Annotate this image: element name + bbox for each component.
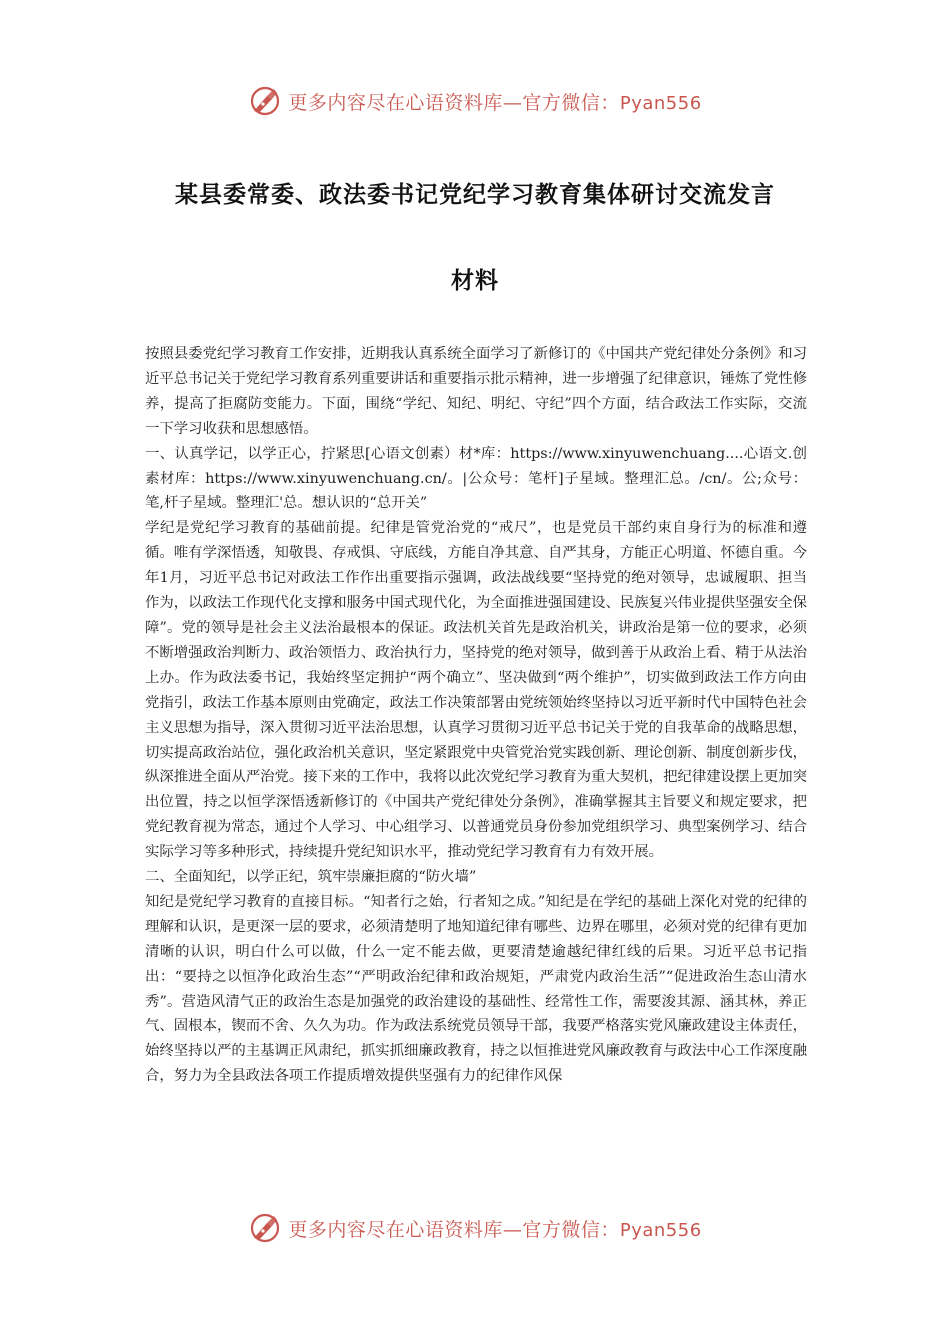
document-title-line-2: 材料 [451,268,499,294]
pen-nib-circle-icon [248,84,282,118]
paragraph-intro: 按照县委党纪学习教育工作安排，近期我认真系统全面学习了新修订的《中国共产党纪律处分条例》和习近平总书记关于党纪学习教育系列重要讲话和重要指示批示精神，进一步增强了纪律意识，锤炼了党性修养，提高了拒腐防变能力。下面，围绕“学纪、知纪、明纪、守纪”四个方面，结合政法工作实际，交流一下学习收获和思想感悟。 [145,346,807,437]
paragraph-section-1: 学纪是党纪学习教育的基础前提。纪律是管党治党的“戒尺”，也是党员干部约束自身行为的标准和遵循。唯有学深悟透，知敬畏、存戒惧、守底线，方能自净其意、自严其身，方能正心明道、怀德自重。今年1月，习近平总书记对政法工作作出重要指示强调，政法战线要“坚持党的绝对领导，忠诚履职、担当作为，以政法工作现代化支撑和服务中国式现代化，为全面推进强国建设、民族复兴伟业提供坚强安全保障”。党的领导是社会主义法治最根本的保证。政法机关首先是政治机关，讲政治是第一位的要求，必须不断增强政治判断力、政治领悟力、政治执行力，坚持党的绝对领导，做到善于从政治上看、精于从法治上办。作为政法委书记，我始终坚定拥护“两个确立”、坚决做到“两个维护”，切实做到政法工作方向由党指引，政法工作基本原则由党确定，政法工作决策部署由党统领始终坚持以习近平新时代中国特色社会主义思想为指导，深入贯彻习近平法治思想，认真学习贯彻习近平总书记关于党的自我革命的战略思想，切实提高政治站位，强化政治机关意识，坚定紧跟党中央管党治党实践创新、理论创新、制度创新步伐，纵深推进全面从严治党。接下来的工作中，我将以此次党纪学习教育为重大契机，把纪律建设摆上更加突出位置，持之以恒学深悟透新修订的《中国共产党纪律处分条例》，准确掌握其主旨要义和规定要求，把党纪教育视为常态，通过个人学习、中心组学习、以普通党员身份参加党组织学习、典型案例学习、结合实际学习等多种形式，持续提升党纪知识水平，推动党纪学习教育有力有效开展。 [145,520,807,861]
section-heading-2: 二、全面知纪，以学正纪，筑牢崇廉拒腐的“防火墙” [145,869,477,886]
watermark-banner-bottom [0,1211,950,1245]
document-title-line-1: 某县委常委、政法委书记党纪学习教育集体研讨交流发言 [175,182,775,208]
watermark-banner-top [0,84,950,118]
watermark-text [288,1215,701,1242]
watermark-prefix: 更多内容尽在心语资料库—官方微信： [288,91,620,114]
watermark-handle: Pyan556 [619,92,702,114]
paragraph-section-2: 知纪是党纪学习教育的直接目标。“知者行之始，行者知之成。”知纪是在学纪的基础上深化对党的纪律的理解和认识，是更深一层的要求，必须清楚明了地知道纪律有哪些、边界在哪里，必须对党的纪律有更加清晰的认识，明白什么可以做，什么一定不能去做，更要清楚逾越纪律红线的后果。习近平总书记指出：“要持之以恒净化政治生态”“严明政治纪律和政治规矩，严肃党内政治生活”“促进政治生态山清水秀”。营造风清气正的政治生态是加强党的政治建设的基础性、经常性工作，需要浚其源、涵其林，养正气、固根本，锲而不舍、久久为功。作为政法系统党员领导干部，我要严格落实党风廉政建设主体责任，始终坚持以严的主基调正风肃纪，抓实抓细廉政教育，持之以恒推进党风廉政教育与政法中心工作深度融合，努力为全县政法各项工作提质增效提供坚强有力的纪律作风保 [145,893,807,1085]
pen-nib-circle-icon [248,1211,282,1245]
document-body [145,342,807,1089]
watermark-prefix: 更多内容尽在心语资料库—官方微信： [288,1218,620,1241]
watermark-handle: Pyan556 [619,1219,702,1241]
watermark-text [288,88,701,115]
section-heading-1: 一、认真学记，以学正心，拧紧思[心语文创素）材*库：https://www.xinyuwenchuang....心语文.创素材库：https://www.xinyuwenchuang.cn/。|公众号：笔杆]子星域。整理汇总。/cn/。公;众号：笔,杆子星域。整理汇'总。想认识的“总开关” [145,445,807,512]
